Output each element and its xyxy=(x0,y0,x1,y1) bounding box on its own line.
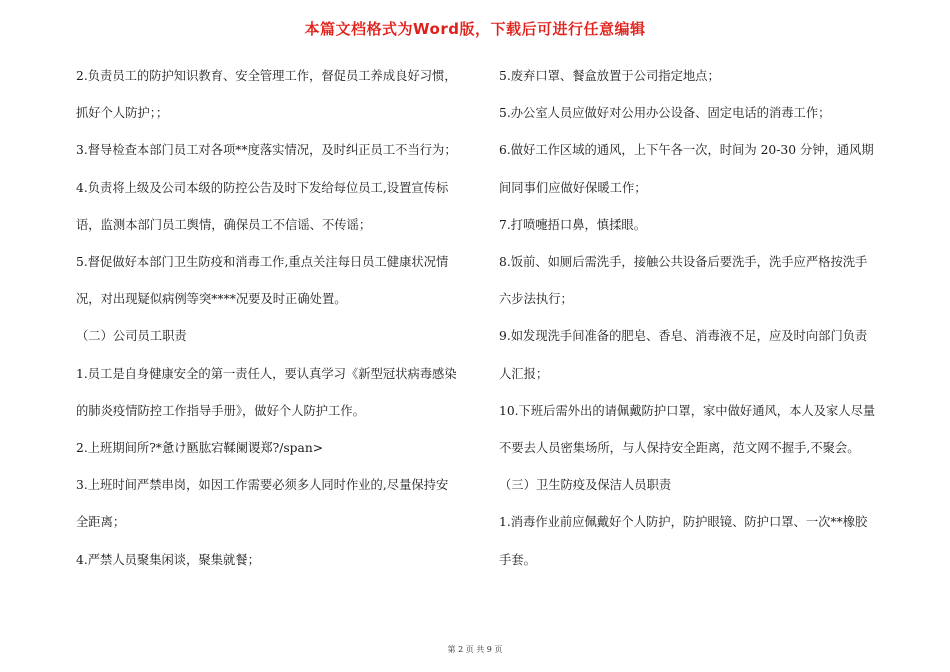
text-line: 3.上班时间严禁串岗，如因工作需要必须多人同时作业的,尽量保持安 xyxy=(76,478,449,493)
text-line: 1.消毒作业前应佩戴好个人防护，防护眼镜、防护口罩、一次**橡胶 xyxy=(499,515,868,530)
text-line: 10.下班后需外出的请佩戴防护口罩，家中做好通风，本人及家人尽量 xyxy=(499,403,876,418)
text-line: 手套。 xyxy=(499,552,536,567)
section-heading: （三）卫生防疫及保洁人员职责 xyxy=(499,478,672,493)
text-line: 全距离； xyxy=(76,515,126,530)
text-line: 5.督促做好本部门卫生防疫和消毒工作,重点关注每日员工健康状况情 xyxy=(76,255,449,270)
text-line: 人汇报； xyxy=(499,366,549,381)
text-line: 2.负责员工的防护知识教育、安全管理工作，督促员工养成良好习惯， xyxy=(76,69,457,83)
text-line: 2.上班期间所?*惫け匦肱宕鞣阑谡郑?/span> xyxy=(76,441,324,456)
text-line: 抓好个人防护；； xyxy=(76,106,169,121)
document-banner: 本篇文档格式为Word版，下载后可进行任意编辑 xyxy=(304,20,646,38)
text-line: 4.负责将上级及公司本级的防控公告及时下发给每位员工,设置宣传标 xyxy=(76,180,449,195)
text-line: 4.严禁人员聚集闲谈，聚集就餐； xyxy=(76,552,260,567)
page-number: 第 2 页 共 9 页 xyxy=(447,645,503,654)
text-line: 间同事们应做好保暖工作； xyxy=(499,180,647,195)
text-line: 六步法执行； xyxy=(499,292,573,307)
text-line: 况，对出现疑似病例等突****况要及时正确处置。 xyxy=(76,292,347,307)
section-heading: （二）公司员工职责 xyxy=(76,329,187,344)
text-line: 不要去人员密集场所，与人保持安全距离，范文网不握手,不聚会。 xyxy=(499,441,860,456)
text-line: 语，监测本部门员工舆情，确保员工不信谣、不传谣； xyxy=(76,217,372,232)
left-column xyxy=(76,58,486,579)
text-line: 1.员工是自身健康安全的第一责任人，要认真学习《新型冠状病毒感染 xyxy=(76,366,457,381)
text-line: 8.饭前、如厕后需洗手，接触公共设备后要洗手，洗手应严格按洗手 xyxy=(499,255,868,270)
text-line: 5.办公室人员应做好对公用办公设备、固定电话的消毒工作； xyxy=(499,106,831,121)
text-line: 3.督导检查本部门员工对各项**度落实情况，及时纠正员工不当行为； xyxy=(76,143,457,158)
text-line: 6.做好工作区域的通风，上下午各一次，时间为 20-30 分钟，通风期 xyxy=(499,143,874,158)
text-line: 的肺炎疫情防控工作指导手册》，做好个人防护工作。 xyxy=(76,403,365,418)
text-line: 9.如发现洗手间准备的肥皂、香皂、消毒液不足，应及时向部门负责 xyxy=(499,329,868,344)
right-column xyxy=(499,58,909,579)
text-line: 5.废弃口罩、餐盒放置于公司指定地点； xyxy=(499,69,720,83)
text-line: 7.打喷嚏捂口鼻，慎揉眼。 xyxy=(499,217,646,232)
